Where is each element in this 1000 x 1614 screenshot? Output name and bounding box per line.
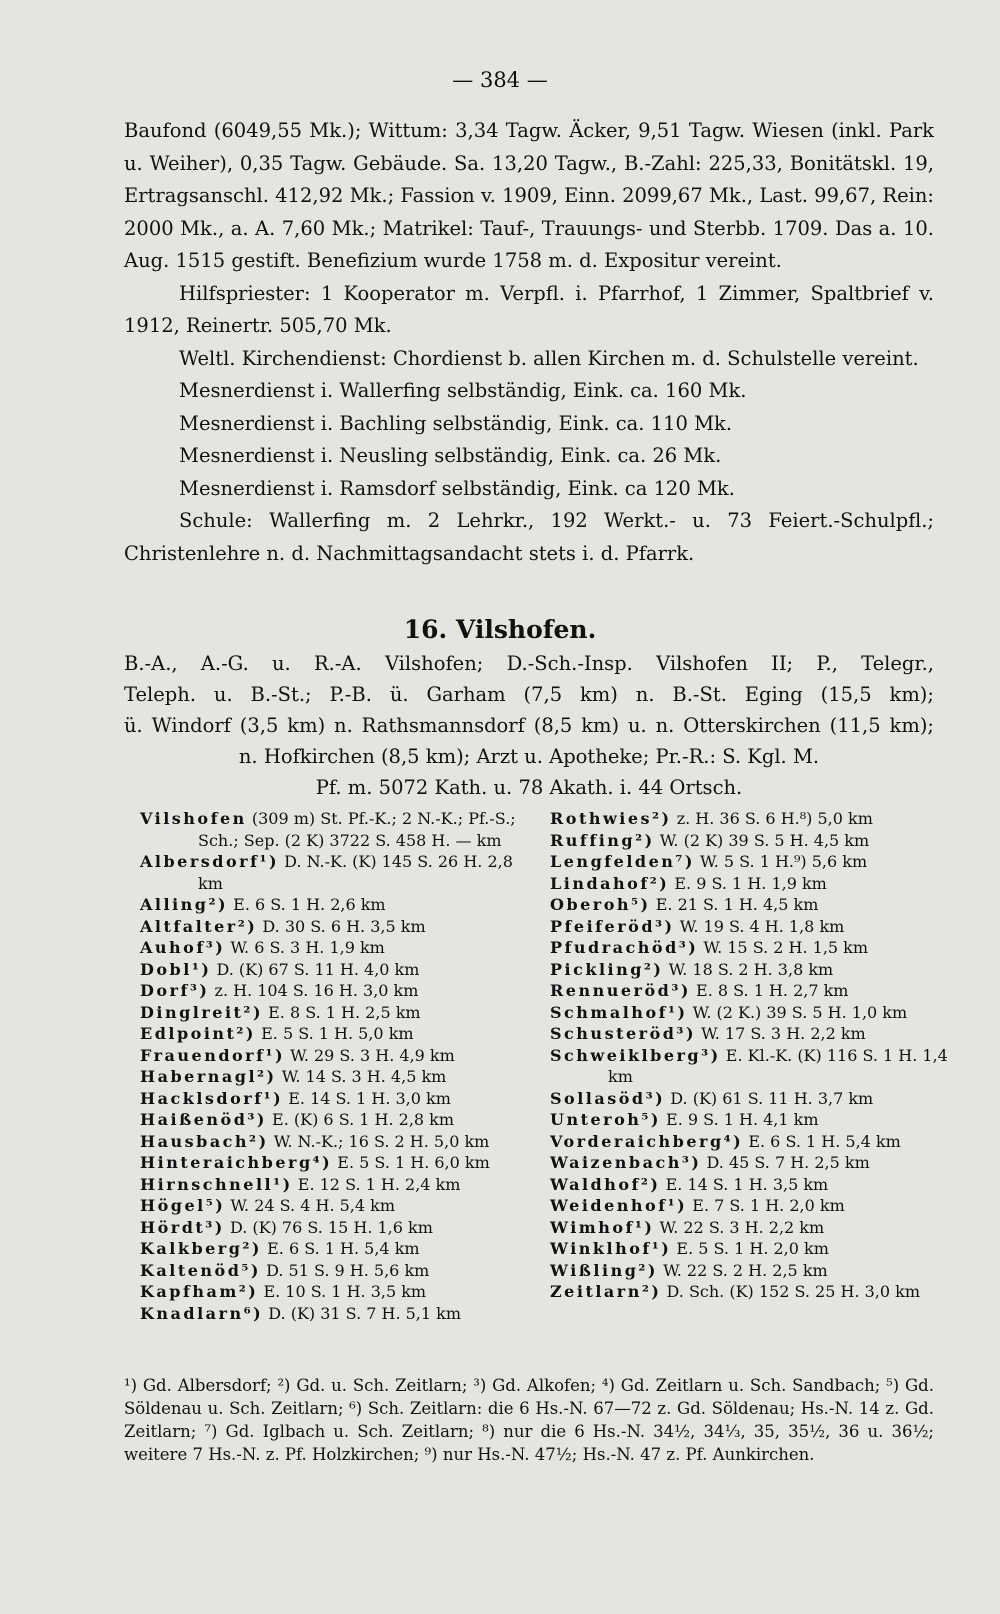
- place-entry: [140, 916, 540, 938]
- place-name: Dobl¹): [140, 959, 212, 979]
- place-name: Högel⁵): [140, 1196, 226, 1215]
- paragraph-mesner-ramsdorf: Mesnerdienst i. Ramsdorf selbständig, Eink. ca 120 Mk.: [179, 476, 735, 500]
- place-details: E. 14 S. 1 H. 3,0 km: [283, 1088, 451, 1108]
- place-name: Vilshofen: [140, 809, 247, 828]
- place-details: E. 21 S. 1 H. 4,5 km: [650, 895, 819, 914]
- place-entry: [550, 808, 950, 830]
- place-name: Habernagl²): [140, 1067, 277, 1086]
- section-line: Pf. m. 5072 Kath. u. 78 Akath. i. 44 Ortsch.: [315, 776, 743, 799]
- place-name: Knadlarn⁶): [140, 1303, 264, 1323]
- place-details: D. N.-K. (K) 145 S. 26 H. 2,8 km: [198, 852, 513, 893]
- place-details: D. 51 S. 9 H. 5,6 km: [261, 1260, 430, 1280]
- place-details: D. (K) 76 S. 15 H. 1,6 km: [224, 1217, 433, 1237]
- place-entry: [550, 1109, 950, 1131]
- footnotes: ¹) Gd. Albersdorf; ²) Gd. u. Sch. Zeitlarn; ³) Gd. Alkofen; ⁴) Gd. Zeitlarn u. Sch. Sandbach; ⁵) Gd. Söldenau u. Sch. Zeitlarn; ⁶) Sch. Zeitlarn: die 6 Hs.-N. 67—72 z. Gd. Söldenau; Hs.-N. 14 z. Gd. Zeitlarn; ⁷) Gd. Iglbach u. Sch. Zeitlarn; ⁸) nur die 6 Hs.-N. 34½, 34⅓, 35, 35½, 36 u. 36½; weitere 7 Hs.-N. z. Pf. Holzkirchen; ⁹) nur Hs.-N. 47½; Hs.-N. 47 z. Pf. Aunkirchen.: [124, 1376, 934, 1464]
- place-details: W. 14 S. 3 H. 4,5 km: [276, 1067, 447, 1086]
- place-entry: [140, 1023, 540, 1045]
- place-name: Hinteraichberg⁴): [140, 1153, 333, 1172]
- place-entry: [140, 808, 540, 851]
- place-details: E. 6 S. 1 H. 2,6 km: [228, 895, 386, 914]
- place-entry: [140, 1174, 540, 1196]
- place-name: Hirnschnell¹): [140, 1174, 293, 1194]
- place-entry: [550, 916, 950, 938]
- section-line: n. Hofkirchen (8,5 km); Arzt u. Apotheke; Pr.-R.: S. Kgl. M.: [238, 745, 820, 768]
- place-details: D. (K) 67 S. 11 H. 4,0 km: [211, 959, 420, 979]
- place-details: W. 6 S. 3 H. 1,9 km: [225, 938, 385, 957]
- place-name: Unteroh⁵): [550, 1110, 661, 1129]
- place-name: Dorf³): [140, 981, 210, 1000]
- place-entry: [140, 1066, 540, 1088]
- place-name: Pickling²): [550, 959, 664, 979]
- place-name: Albersdorf¹): [140, 852, 280, 871]
- place-name: Hacklsdorf¹): [140, 1088, 284, 1108]
- place-name: Lindahof²): [550, 873, 670, 893]
- place-name: Schmalhof¹): [550, 1002, 688, 1022]
- place-details: z. H. 104 S. 16 H. 3,0 km: [209, 981, 419, 1000]
- place-entry: [550, 1238, 950, 1260]
- place-details: E. 9 S. 1 H. 4,1 km: [660, 1110, 819, 1129]
- place-entry: [550, 1045, 950, 1088]
- place-name: Haißenöd³): [140, 1110, 267, 1129]
- place-details: E. 8 S. 1 H. 2,5 km: [263, 1002, 421, 1022]
- place-entry: [550, 873, 950, 895]
- paragraph-mesner-wallerfing: Mesnerdienst i. Wallerfing selbständig, Eink. ca. 160 Mk.: [179, 379, 747, 402]
- place-name: Hausbach²): [140, 1131, 269, 1151]
- place-entry: [140, 1045, 540, 1067]
- place-entry: [550, 959, 950, 981]
- place-details: D. 45 S. 7 H. 2,5 km: [701, 1153, 870, 1172]
- place-details: W. 17 S. 3 H. 2,2 km: [696, 1024, 866, 1043]
- place-details: E. 6 S. 1 H. 5,4 km: [743, 1131, 901, 1151]
- place-name: Schusteröd³): [550, 1024, 697, 1043]
- place-entry: [140, 959, 540, 981]
- place-entry: [140, 1195, 540, 1217]
- place-entry: [550, 1002, 950, 1024]
- section-intro: [124, 648, 934, 803]
- place-entry: [550, 894, 950, 916]
- place-details: D. (K) 61 S. 11 H. 3,7 km: [665, 1088, 874, 1108]
- place-entry: [140, 1088, 540, 1110]
- place-entry: [140, 1131, 540, 1153]
- place-details: W. 29 S. 3 H. 4,9 km: [285, 1045, 455, 1065]
- place-details: W. N.-K.; 16 S. 2 H. 5,0 km: [268, 1131, 490, 1151]
- place-entry: [140, 1303, 540, 1325]
- place-details: E. 14 S. 1 H. 3,5 km: [660, 1174, 829, 1194]
- place-entry: [140, 1152, 540, 1174]
- place-name: Zeitlarn²): [550, 1282, 662, 1301]
- place-entry: [140, 1002, 540, 1024]
- place-details: W. 15 S. 2 H. 1,5 km: [698, 938, 869, 957]
- place-name: Lengfelden⁷): [550, 852, 695, 871]
- place-details: (309 m) St. Pf.-K.; 2 N.-K.; Pf.-S.; Sch.; Sep. (2 K) 3722 S. 458 H. — km: [198, 809, 516, 850]
- place-entry: [550, 1152, 950, 1174]
- place-details: E. 5 S. 1 H. 6,0 km: [332, 1153, 490, 1172]
- paragraph-baufond: Baufond (6049,55 Mk.); Wittum: 3,34 Tagw. Äcker, 9,51 Tagw. Wiesen (inkl. Park u. Weiher), 0,35 Tagw. Gebäude. Sa. 13,20 Tagw., B.-Zahl: 225,33, Bonitätskl. 19, Ertragsanschl. 412,92 Mk.; Fassion v. 1909, Einn. 2099,67 Mk., Last. 99,67, Rein: 2000 Mk., a. A. 7,60 Mk.; Matrikel: Tauf-, Trauungs- und Sterbb. 1709. Das a. 10. Aug. 1515 gestift. Benefizium wurde 1758 m. d. Expositur vereint.: [124, 119, 934, 272]
- place-name: Oberoh⁵): [550, 895, 651, 914]
- place-details: E. 5 S. 1 H. 5,0 km: [256, 1024, 414, 1043]
- place-entry: [140, 980, 540, 1002]
- place-name: Dinglreit²): [140, 1002, 264, 1022]
- page-number: — 384 —: [452, 68, 548, 92]
- place-name: Weidenhof¹): [550, 1196, 688, 1215]
- place-name: Wißling²): [550, 1260, 658, 1280]
- place-name: Sollasöd³): [550, 1088, 666, 1108]
- top-text-block: [124, 115, 934, 570]
- place-details: E. 12 S. 1 H. 2,4 km: [292, 1174, 461, 1194]
- place-details: W. (2 K) 39 S. 5 H. 4,5 km: [654, 830, 870, 850]
- place-details: D. 30 S. 6 H. 3,5 km: [257, 916, 426, 936]
- place-entry: [550, 1174, 950, 1196]
- place-entry: [140, 1217, 540, 1239]
- place-name: Auhof³): [140, 938, 226, 957]
- section-heading: 16. Vilshofen.: [403, 615, 597, 644]
- right-column-places: [550, 808, 950, 1303]
- place-details: W. 18 S. 2 H. 3,8 km: [663, 959, 834, 979]
- paragraph-kirchendienst: Weltl. Kirchendienst: Chordienst b. allen Kirchen m. d. Schulstelle vereint.: [179, 346, 919, 370]
- place-entry: [550, 1217, 950, 1239]
- place-entry: [140, 1260, 540, 1282]
- place-details: W. 5 S. 1 H.⁹) 5,6 km: [694, 852, 868, 871]
- place-details: E. 8 S. 1 H. 2,7 km: [690, 981, 849, 1000]
- place-details: E. 10 S. 1 H. 3,5 km: [258, 1282, 427, 1301]
- paragraph-mesner-neusling: Mesnerdienst i. Neusling selbständig, Eink. ca. 26 Mk.: [179, 444, 722, 467]
- place-name: Pfudrachöd³): [550, 938, 699, 957]
- place-details: W. 22 S. 2 H. 2,5 km: [657, 1260, 828, 1280]
- place-details: z. H. 36 S. 6 H.⁸) 5,0 km: [671, 809, 873, 828]
- paragraph-schule: Schule: Wallerfing m. 2 Lehrkr., 192 Werkt.- u. 73 Feiert.-Schulpfl.; Christenlehre n. d. Nachmittagsandacht stets i. d. Pfarrk.: [124, 509, 934, 565]
- place-name: Waldhof²): [550, 1174, 661, 1194]
- place-name: Frauendorf¹): [140, 1045, 286, 1065]
- place-entry: [550, 1281, 950, 1303]
- place-name: Rennueröd³): [550, 981, 691, 1000]
- place-details: D. Sch. (K) 152 S. 25 H. 3,0 km: [661, 1282, 921, 1301]
- place-entry: [550, 937, 950, 959]
- place-details: W. 22 S. 3 H. 2,2 km: [654, 1217, 825, 1237]
- place-entry: [140, 851, 540, 894]
- place-name: Waizenbach³): [550, 1153, 702, 1172]
- place-details: E. (K) 6 S. 1 H. 2,8 km: [266, 1110, 455, 1129]
- place-details: W. (2 K.) 39 S. 5 H. 1,0 km: [687, 1002, 908, 1022]
- place-name: Hördt³): [140, 1217, 225, 1237]
- place-entry: [550, 1088, 950, 1110]
- place-entry: [550, 1131, 950, 1153]
- place-entry: [140, 1238, 540, 1260]
- place-name: Alling²): [140, 895, 229, 914]
- place-entry: [550, 1195, 950, 1217]
- paragraph-hilfspriester: Hilfspriester: 1 Kooperator m. Verpfl. i. Pfarrhof, 1 Zimmer, Spaltbrief v. 1912, Reinertr. 505,70 Mk.: [124, 281, 934, 337]
- place-name: Kapfham²): [140, 1282, 259, 1301]
- place-name: Edlpoint²): [140, 1024, 256, 1043]
- place-details: E. 6 S. 1 H. 5,4 km: [262, 1239, 420, 1258]
- place-entry: [550, 980, 950, 1002]
- place-details: E. 9 S. 1 H. 1,9 km: [669, 873, 827, 893]
- section-line: ü. Windorf (3,5 km) n. Rathsmannsdorf (8,5 km) u. n. Otterskirchen (11,5 km);: [124, 714, 934, 737]
- left-column-places: [140, 808, 540, 1324]
- place-details: W. 19 S. 4 H. 1,8 km: [674, 916, 845, 936]
- place-name: Winklhof¹): [550, 1239, 672, 1258]
- place-entry: [140, 1281, 540, 1303]
- place-details: E. 7 S. 1 H. 2,0 km: [687, 1196, 845, 1215]
- place-name: Schweiklberg³): [550, 1045, 721, 1065]
- paragraph-mesner-bachling: Mesnerdienst i. Bachling selbständig, Eink. ca. 110 Mk.: [179, 411, 733, 435]
- place-details: E. Kl.-K. (K) 116 S. 1 H. 1,4 km: [608, 1045, 948, 1086]
- place-details: D. (K) 31 S. 7 H. 5,1 km: [263, 1303, 462, 1323]
- place-name: Vorderaichberg⁴): [550, 1131, 744, 1151]
- place-name: Kalkberg²): [140, 1239, 262, 1258]
- place-entry: [550, 851, 950, 873]
- section-line: Teleph. u. B.-St.; P.-B. ü. Garham (7,5 km) n. B.-St. Eging (15,5 km);: [124, 683, 934, 706]
- place-details: E. 5 S. 1 H. 2,0 km: [671, 1239, 829, 1258]
- place-entry: [140, 1109, 540, 1131]
- place-entry: [550, 830, 950, 852]
- place-name: Pfeiferöd³): [550, 916, 675, 936]
- place-entry: [550, 1023, 950, 1045]
- place-entry: [140, 937, 540, 959]
- place-name: Kaltenöd⁵): [140, 1260, 261, 1280]
- place-entry: [550, 1260, 950, 1282]
- place-name: Rothwies²): [550, 809, 672, 828]
- place-name: Ruffing²): [550, 830, 655, 850]
- section-line: B.-A., A.-G. u. R.-A. Vilshofen; D.-Sch.-Insp. Vilshofen II; P., Telegr.,: [124, 652, 934, 675]
- place-name: Altfalter²): [140, 916, 258, 936]
- place-name: Wimhof¹): [550, 1217, 655, 1237]
- place-entry: [140, 894, 540, 916]
- place-details: W. 24 S. 4 H. 5,4 km: [225, 1196, 396, 1215]
